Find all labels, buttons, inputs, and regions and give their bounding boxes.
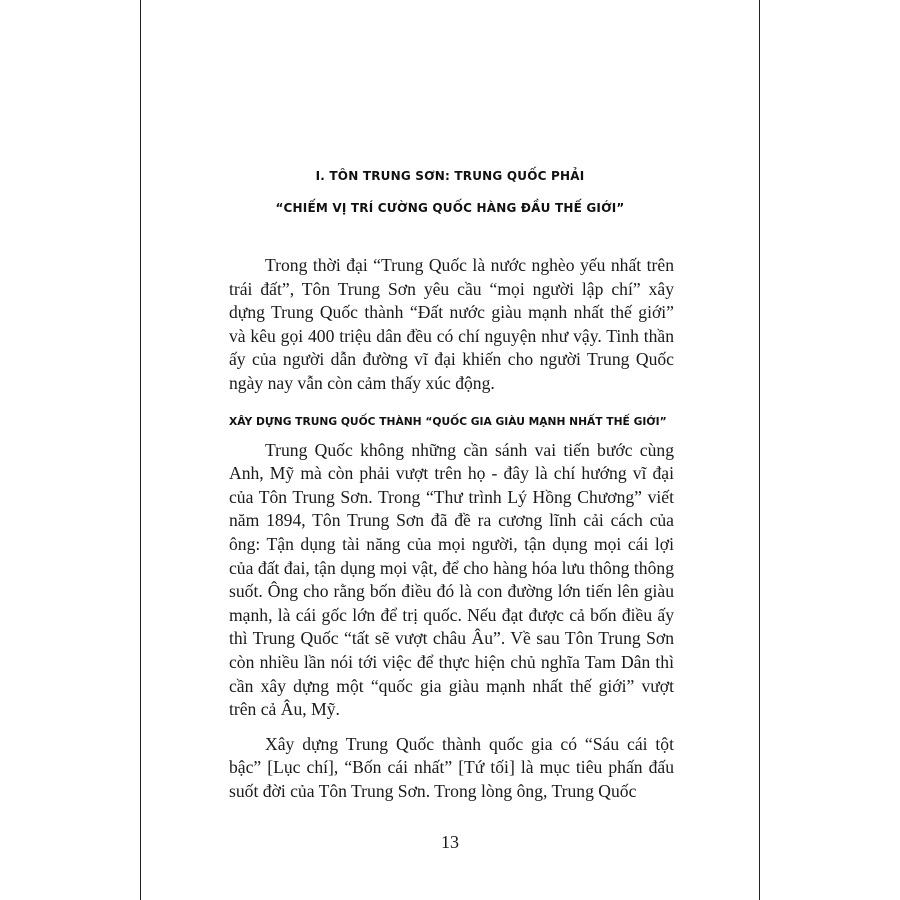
page-body xyxy=(229,254,674,803)
chapter-title xyxy=(141,160,759,224)
intro-paragraph: Trong thời đại “Trung Quốc là nước nghèo yếu nhất trên trái đất”, Tôn Trung Sơn yêu cầu “mọi người lập chí” xây dựng Trung Quốc thành “Đất nước giàu mạnh nhất thế giới” và kêu gọi 400 triệu dân đều có chí nguyện như vậy. Tinh thần ấy của người dẫn đường vĩ đại khiến cho người Trung Quốc ngày nay vẫn còn cảm thấy xúc động. xyxy=(229,255,674,393)
chapter-title-line-2: “CHIẾM VỊ TRÍ CƯỜNG QUỐC HÀNG ĐẦU THẾ GIỚI” xyxy=(275,201,625,215)
section-heading: XÂY DỰNG TRUNG QUỐC THÀNH “QUỐC GIA GIÀU MẠNH NHẤT THẾ GIỚI” xyxy=(229,414,667,428)
chapter-title-line-1: I. TÔN TRUNG SƠN: TRUNG QUỐC PHẢI xyxy=(315,169,585,183)
section-paragraph-1: Trung Quốc không những cần sánh vai tiến bước cùng Anh, Mỹ mà còn phải vượt trên họ - đây là chí hướng vĩ đại của Tôn Trung Sơn. Trong “Thư trình Lý Hồng Chương” viết năm 1894, Tôn Trung Sơn đã đề ra cương lĩnh cải cách của ông: Tận dụng tài năng của mọi người, tận dụng mọi cái lợi của đất đai, tận dụng mọi vật, để cho hàng hóa lưu thông thông suốt. Ông cho rằng bốn điều đó là con đường lớn tiến lên giàu mạnh, là cái gốc lớn để trị quốc. Nếu đạt được cả bốn điều ấy thì Trung Quốc “tất sẽ vượt châu Âu”. Về sau Tôn Trung Sơn còn nhiều lần nói tới việc để thực hiện chủ nghĩa Tam Dân thì cần xây dựng một “quốc gia giàu mạnh nhất thế giới” vượt trên cả Âu, Mỹ. xyxy=(229,439,674,720)
page-number: 13 xyxy=(441,832,459,852)
section-paragraph-2: Xây dựng Trung Quốc thành quốc gia có “Sáu cái tột bậc” [Lục chí], “Bốn cái nhất” [Tứ tối] là mục tiêu phấn đấu suốt đời của Tôn Trung Sơn. Trong lòng ông, Trung Quốc xyxy=(229,733,674,801)
book-page xyxy=(140,0,760,900)
paragraph-gap xyxy=(229,722,674,733)
